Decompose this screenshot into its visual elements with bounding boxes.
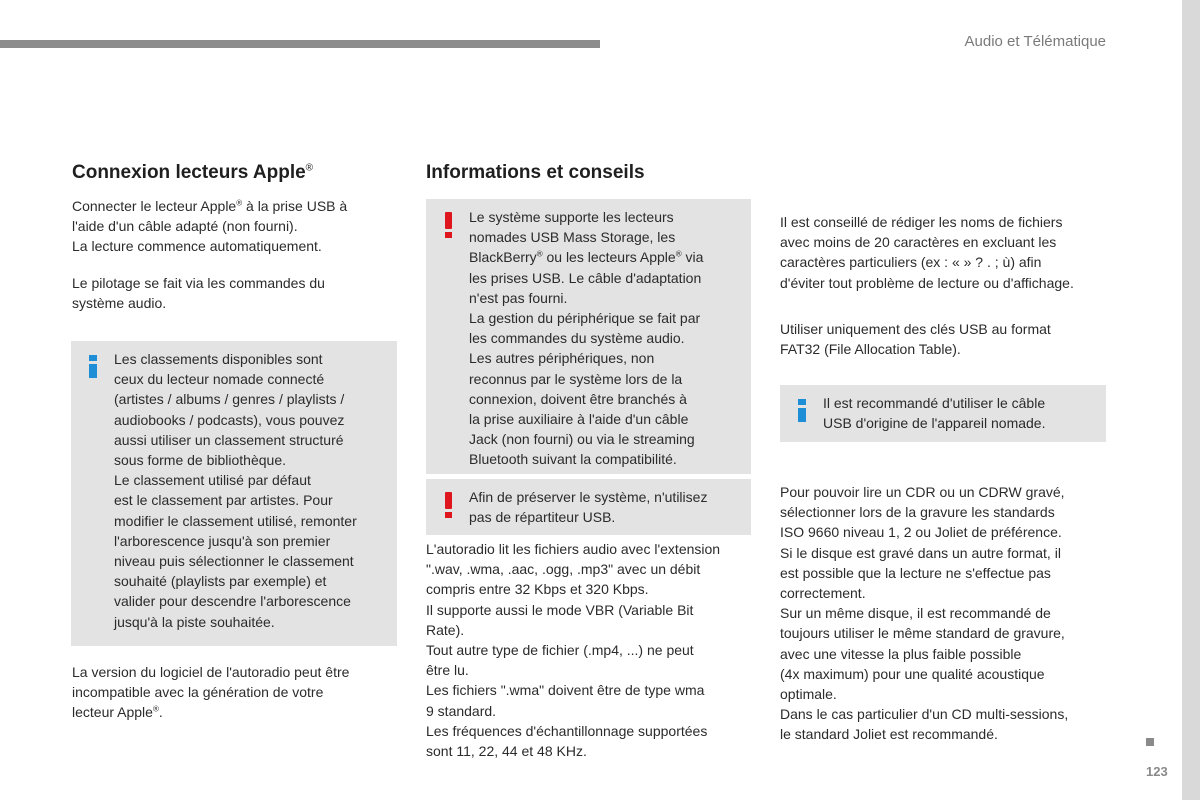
text-line [469,247,749,267]
text-span: à la prise USB à [242,198,348,214]
text-line: Les classements disponibles sont [114,351,323,367]
text-line: correctement. [780,585,866,602]
text-line: les commandes du système audio. [469,330,685,347]
paragraph-cd-burning [780,482,1110,745]
warning-icon-bar [445,492,452,509]
warning-icon-bar [445,212,452,229]
text-line: pas de répartiteur USB. [469,509,616,526]
text-line: audiobooks / podcasts), vous pouvez [114,411,345,428]
registered-mark: ® [675,249,682,259]
registered-mark: ® [152,704,159,714]
text-line: (artistes / albums / genres / playlists / [114,391,345,408]
text-line: est possible que la lecture ne s'effectue pas [780,564,1051,581]
text-line: Le système supporte les lecteurs [469,209,674,225]
text-line: modifier le classement utilisé, remonter [114,512,357,529]
text-line: Afin de préserver le système, n'utilisez [469,489,708,505]
heading-apple-connection [72,162,313,184]
text-line: 9 standard. [426,702,497,719]
section-title: Audio et Télématique [964,33,1106,50]
page-edge-bar [1182,0,1200,800]
text-line: connexion, doivent être branchés à [469,390,687,407]
text-line: système audio. [72,295,167,312]
warning-box-splitter [426,479,751,535]
info-icon-dot [798,399,806,405]
text-line: l'arborescence jusqu'à son premier [114,532,331,549]
text-line: La gestion du périphérique se fait par [469,310,701,327]
text-line: avec une vitesse la plus faible possible [780,645,1022,662]
paragraph-control [72,273,392,313]
text-line: le standard Joliet est recommandé. [780,726,998,743]
text-span: ou les lecteurs Apple [542,249,676,266]
text-line: souhaité (playlists par exemple) et [114,573,327,590]
heading-info-advice: Informations et conseils [426,162,645,183]
info-icon-stem [89,364,97,378]
text-line: d'éviter tout problème de lecture ou d'affichage. [780,274,1074,291]
text-line: sélectionner lors de la gravure les standards [780,504,1055,521]
text-line: niveau puis sélectionner le classement [114,553,354,570]
paragraph-usb-format [780,319,1110,359]
text-line: L'autoradio lit les fichiers audio avec l'extension [426,541,721,557]
text-line: n'est pas fourni. [469,289,568,306]
info-icon-dot [89,355,97,361]
text-line: Sur un même disque, il est recommandé de [780,605,1051,622]
text-line: valider pour descendre l'arborescence [114,593,351,610]
text-line: les prises USB. Le câble d'adaptation [469,269,702,286]
text-line: Le classement utilisé par défaut [114,472,311,489]
text-line: sont 11, 22, 44 et 48 KHz. [426,743,587,760]
warning-box-usb-support [426,199,751,474]
text-line: est le classement par artistes. Pour [114,492,333,509]
registered-mark: ® [305,162,314,174]
text-line [72,196,392,216]
text-line: Il est conseillé de rédiger les noms de fichiers [780,214,1063,230]
text-line: Jack (non fourni) ou via le streaming [469,431,695,448]
text-line: reconnus par le système lors de la [469,370,683,387]
text-line: FAT32 (File Allocation Table). [780,341,961,358]
text-line: Tout autre type de fichier (.mp4, ...) ne peut [426,642,694,659]
text-line: La lecture commence automatiquement. [72,238,322,255]
text-line: Si le disque est gravé dans un autre format, il [780,544,1061,561]
heading-text: Connexion lecteurs Apple [72,162,306,183]
text-line: toujours utiliser le même standard de gravure, [780,625,1065,642]
text-line: ISO 9660 niveau 1, 2 ou Joliet de préférence. [780,524,1062,541]
text-line: Les fichiers ".wma" doivent être de type wma [426,682,705,699]
text-line: ceux du lecteur nomade connecté [114,371,325,388]
text-line: Pour pouvoir lire un CDR ou un CDRW gravé, [780,484,1065,500]
text-line: jusqu'à la piste souhaitée. [114,613,275,630]
text-line: Utiliser uniquement des clés USB au format [780,321,1051,337]
text-line: Il supporte aussi le mode VBR (Variable Bit [426,601,694,618]
info-box-classification [71,341,397,646]
text-line: incompatible avec la génération de votre [72,684,324,701]
page-number: 123 [1146,764,1168,779]
info-box-cable [780,385,1106,442]
text-line: caractères particuliers (ex : « » ? . ; ù) afin [780,254,1042,271]
text-span: lecteur Apple [72,704,153,721]
text-span: . [158,704,163,721]
warning-box-text [469,487,749,527]
text-line: (4x maximum) pour une qualité acoustique [780,665,1045,682]
text-line: la prise auxiliaire à l'aide d'un câble [469,411,689,428]
text-line: Les autres périphériques, non [469,350,655,367]
warning-box-text [469,207,749,470]
registered-mark: ® [236,198,243,208]
text-line: USB d'origine de l'appareil nomade. [823,415,1046,432]
text-line: Le pilotage se fait via les commandes du [72,275,325,291]
warning-icon-point [445,512,452,518]
text-line: être lu. [426,662,469,679]
text-line: Rate). [426,621,465,638]
text-line [72,702,392,722]
text-span: Connecter le lecteur Apple [72,198,237,214]
text-span: via [681,249,704,266]
text-line: La version du logiciel de l'autoradio peut être [72,664,350,680]
info-box-text [823,393,1103,433]
text-line: avec moins de 20 caractères en excluant les [780,234,1057,251]
text-span: BlackBerry [469,249,537,266]
text-line: Il est recommandé d'utiliser le câble [823,395,1046,411]
header-rule [0,40,600,48]
text-line: compris entre 32 Kbps et 320 Kbps. [426,581,649,598]
text-line: Bluetooth suivant la compatibilité. [469,451,677,468]
text-line: sous forme de bibliothèque. [114,452,286,469]
registered-mark: ® [536,249,543,259]
info-box-text [114,349,394,632]
text-line: optimale. [780,686,837,703]
text-line: ".wav, .wma, .aac, .ogg, .mp3" avec un débit [426,561,701,578]
info-icon-stem [798,408,806,422]
warning-icon-point [445,232,452,238]
text-line: Dans le cas particulier d'un CD multi-sessions, [780,706,1069,723]
text-line: l'aide d'un câble adapté (non fourni). [72,218,298,235]
paragraph-software-version [72,662,392,723]
page-marker [1146,738,1154,746]
paragraph-connect [72,196,392,257]
text-line: Les fréquences d'échantillonnage supportées [426,722,708,739]
text-line: nomades USB Mass Storage, les [469,229,676,246]
paragraph-file-formats [426,539,756,761]
text-line: aussi utiliser un classement structuré [114,431,344,448]
paragraph-file-names [780,212,1110,293]
